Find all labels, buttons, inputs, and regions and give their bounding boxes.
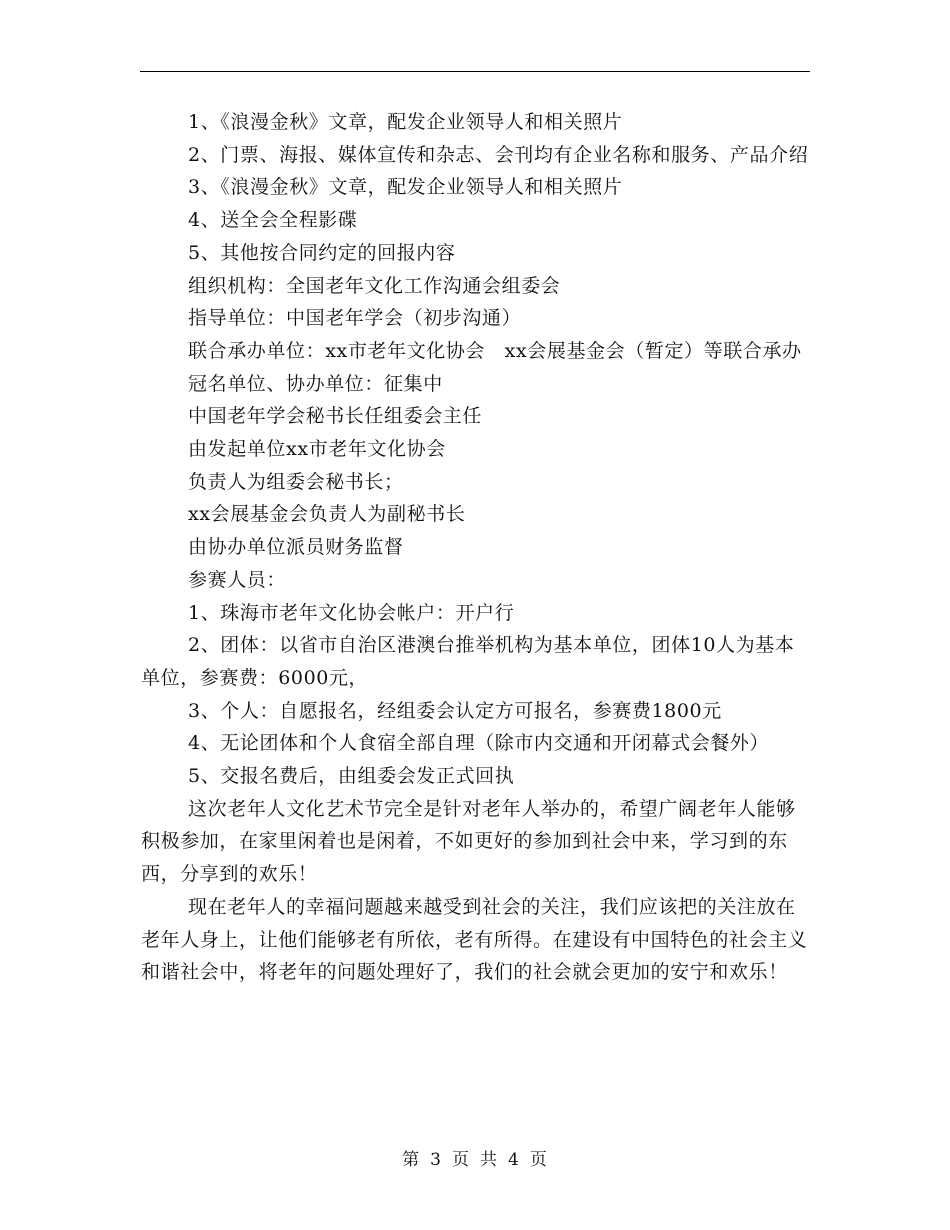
current-page-number: 3 bbox=[430, 1150, 442, 1170]
body-paragraph: 这次老年人文化艺术节完全是针对老年人举办的，希望广阔老年人能够积极参加，在家里闲着也是闲着，不如更好的参加到社会中来，学习到的东西，分享到的欢乐！ bbox=[141, 797, 796, 886]
organizer-line: 组织机构：全国老年文化工作沟通会组委会 bbox=[188, 274, 561, 297]
participants-heading: 参赛人员： bbox=[188, 568, 287, 591]
footer-page-word: 页 bbox=[452, 1150, 470, 1170]
list-item: 2、门票、海报、媒体宣传和杂志、会刊均有企业名称和服务、产品介绍 bbox=[188, 143, 809, 166]
page-footer bbox=[0, 1145, 950, 1170]
list-item: 3、个人：自愿报名，经组委会认定方可报名，参赛费1800元 bbox=[188, 699, 722, 722]
guidance-unit-line: 指导单位：中国老年学会（初步沟通） bbox=[188, 307, 522, 330]
list-item: 2、团体：以省市自治区港澳台推举机构为基本单位，团体10人为基本单位，参赛费：6000元， bbox=[141, 634, 795, 689]
header-rule bbox=[140, 71, 810, 72]
total-page-number: 4 bbox=[508, 1150, 520, 1170]
list-item: 4、送全会全程影碟 bbox=[188, 209, 358, 232]
committee-line: 负责人为组委会秘书长； bbox=[188, 470, 404, 493]
footer-prefix: 第 bbox=[402, 1150, 421, 1170]
list-item: 1、珠海市老年文化协会帐户：开户行 bbox=[188, 601, 515, 624]
footer-total-word: 共 bbox=[480, 1150, 498, 1170]
list-item: 1、《浪漫金秋》文章，配发企业领导人和相关照片 bbox=[188, 111, 623, 133]
list-item: 3、《浪漫金秋》文章，配发企业领导人和相关照片 bbox=[188, 176, 623, 199]
footer-suffix: 页 bbox=[529, 1150, 548, 1170]
committee-line: xx会展基金会负责人为副秘书长 bbox=[188, 503, 466, 526]
committee-line: 由协办单位派员财务监督 bbox=[188, 536, 404, 559]
committee-line: 中国老年学会秘书长任组委会主任 bbox=[188, 405, 483, 428]
list-item: 5、交报名费后，由组委会发正式回执 bbox=[188, 765, 515, 788]
document-body bbox=[141, 106, 809, 989]
body-paragraph: 现在老年人的幸福问题越来越受到社会的关注，我们应该把的关注放在老年人身上，让他们能够老有所依，老有所得。在建设有中国特色的社会主义和谐社会中，将老年的问题处理好了，我们的社会就会更加的安宁和欢乐！ bbox=[141, 895, 808, 984]
committee-line: 由发起单位xx市老年文化协会 bbox=[188, 438, 446, 461]
sponsor-line: 冠名单位、协办单位：征集中 bbox=[188, 372, 443, 395]
list-item: 4、无论团体和个人食宿全部自理（除市内交通和开闭幕式会餐外） bbox=[188, 732, 770, 755]
co-organizer-line: 联合承办单位：xx市老年文化协会 xx会展基金会（暂定）等联合承办 bbox=[188, 339, 802, 362]
list-item: 5、其他按合同约定的回报内容 bbox=[188, 241, 456, 264]
